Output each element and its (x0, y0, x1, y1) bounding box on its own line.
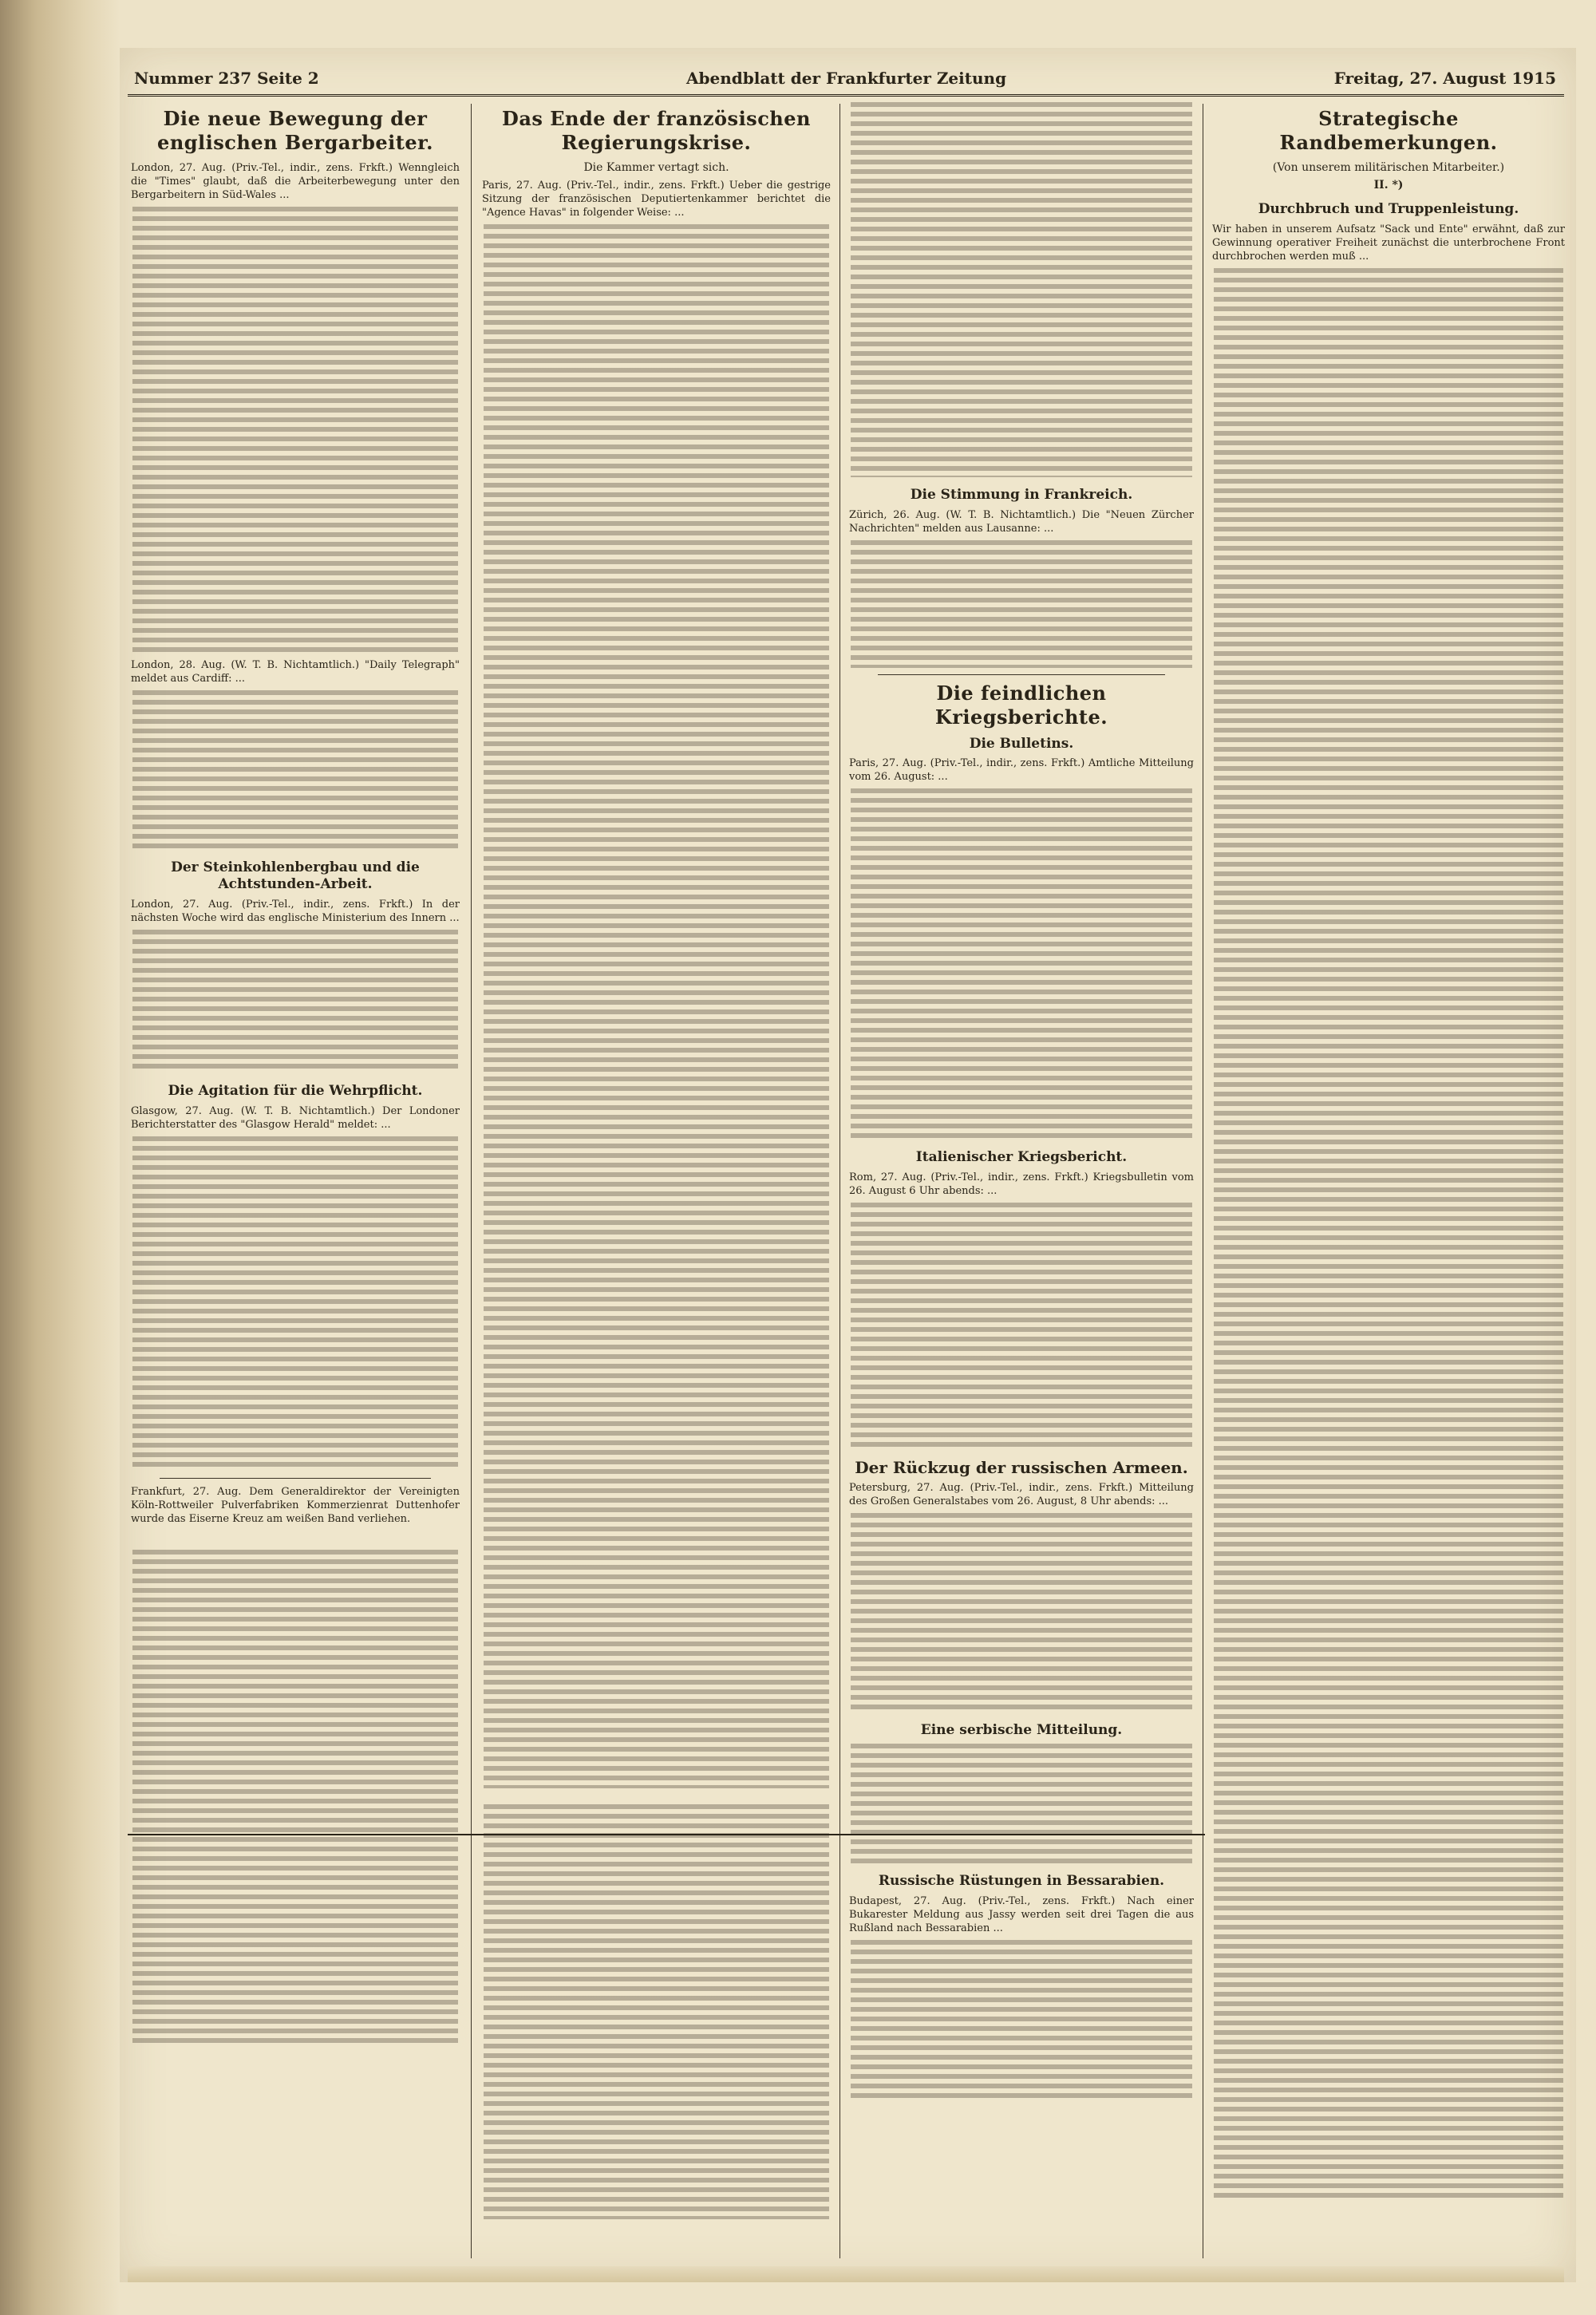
article-lead: Frankfurt, 27. Aug. Dem Generaldirektor der Vereinigten Köln-Rottweiler Pulverfabriken Kommerzienrat Duttenhofer wurde das Eiserne Kreuz am weißen Band verliehen. (131, 1486, 460, 1525)
issue-date: Freitag, 27. August 1915 (1333, 69, 1556, 88)
section-heading: Durchbruch und Truppenleistung. (1258, 201, 1519, 217)
page-number: Nummer 237 Seite 2 (134, 69, 319, 88)
body-text (1214, 268, 1563, 2199)
body-text (851, 1940, 1192, 2100)
body-text (132, 207, 458, 654)
article-lead: Zürich, 26. Aug. (W. T. B. Nichtamtlich.) Die "Neuen Zürcher Nachrichten" melden aus Lausanne: ... (849, 509, 1194, 535)
masthead (128, 65, 1564, 97)
article-lead: Paris, 27. Aug. (Priv.-Tel., indir., zens. Frkft.) Amtliche Mitteilung vom 26. August: ... (849, 757, 1194, 783)
section-heading: Italienischer Kriegsbericht. (915, 1149, 1128, 1165)
article-lead: London, 27. Aug. (Priv.-Tel., indir., zens. Frkft.) In der nächsten Woche wird das englische Ministerium des Innern ... (131, 899, 460, 924)
article-lead: London, 28. Aug. (W. T. B. Nichtamtlich.) "Daily Telegraph" meldet aus Cardiff: ... (131, 659, 460, 685)
body-text (851, 1744, 1192, 1863)
article-lead: Rom, 27. Aug. (Priv.-Tel., indir., zens. Frkft.) Kriegsbulletin vom 26. August 6 Uhr abends: ... (849, 1171, 1194, 1197)
body-text (484, 224, 829, 1788)
article-lead: Budapest, 27. Aug. (Priv.-Tel., zens. Frkft.) Nach einer Bukarester Meldung aus Jassy werden seit drei Tagen die aus Rußland nach Bessarabien ... (849, 1895, 1194, 1934)
column-1 (128, 102, 463, 2257)
article-byline: (Von unserem militärischen Mitarbeiter.) (1272, 161, 1505, 174)
article-headline: Das Ende der französischen Regierungskrise. (502, 107, 811, 154)
column-2 (479, 102, 834, 2257)
article-lead: Glasgow, 27. Aug. (W. T. B. Nichtamtlich.) Der Londoner Berichterstatter des "Glasgow Herald" meldet: ... (131, 1105, 460, 1131)
body-text (132, 1136, 458, 1472)
divider (160, 1478, 431, 1479)
part-number: II. *) (1373, 179, 1404, 192)
section-heading: Der Steinkohlenbergbau und die Achtstunden-Arbeit. (171, 859, 420, 892)
column-rule (839, 104, 840, 2258)
divider (878, 674, 1165, 675)
section-heading: Die Agitation für die Wehrpflicht. (168, 1083, 423, 1099)
page-edge (128, 2266, 1564, 2282)
article-subheading: Die Kammer vertagt sich. (583, 161, 729, 174)
feuilleton-text (132, 1550, 458, 2044)
column-3 (846, 102, 1197, 2257)
article-lead: Petersburg, 27. Aug. (Priv.-Tel., indir., zens. Frkft.) Mitteilung des Großen Generalstabes vom 26. August, 8 Uhr abends: ... (849, 1482, 1194, 1507)
column-rule (471, 104, 472, 2258)
body-text (851, 1513, 1192, 1713)
feuilleton-text (484, 1804, 829, 2219)
section-heading: Russische Rüstungen in Bessarabien. (878, 1873, 1165, 1889)
article-lead: Wir haben in unserem Aufsatz "Sack und Ente" erwähnt, daß zur Gewinnung operativer Freiheit zunächst die unterbrochene Front durchbrochen werden muß ... (1212, 223, 1565, 263)
body-text (851, 540, 1192, 668)
section-heading: Die Stimmung in Frankreich. (910, 487, 1133, 503)
body-text (851, 1203, 1192, 1450)
body-text (851, 102, 1192, 477)
body-text (851, 788, 1192, 1140)
feuilleton-rule (128, 1834, 1205, 1835)
article-lead: Paris, 27. Aug. (Priv.-Tel., indir., zens. Frkft.) Ueber die gestrige Sitzung der französischen Deputiertenkammer berichtet die "Agence Havas" in folgender Weise: ... (482, 180, 831, 219)
article-lead: London, 27. Aug. (Priv.-Tel., indir., zens. Frkft.) Wenngleich die "Times" glaubt, daß die Arbeiterbewegung unter den Bergarbeitern in Süd-Wales ... (131, 162, 460, 201)
section-heading: Eine serbische Mitteilung. (920, 1722, 1123, 1738)
article-subheading: Die Bulletins. (969, 736, 1074, 752)
section-heading: Der Rückzug der russischen Armeen. (855, 1458, 1188, 1477)
article-headline: Die neue Bewegung der englischen Bergarbeiter. (157, 107, 433, 154)
article-headline: Die feindlichen Kriegsberichte. (934, 681, 1108, 729)
column-4 (1209, 102, 1568, 2257)
body-text (132, 930, 458, 1073)
body-text (132, 690, 458, 850)
newspaper-title: Abendblatt der Frankfurter Zeitung (686, 69, 1007, 88)
article-headline: Strategische Randbemerkungen. (1279, 107, 1498, 154)
binding-gutter (0, 0, 120, 2315)
